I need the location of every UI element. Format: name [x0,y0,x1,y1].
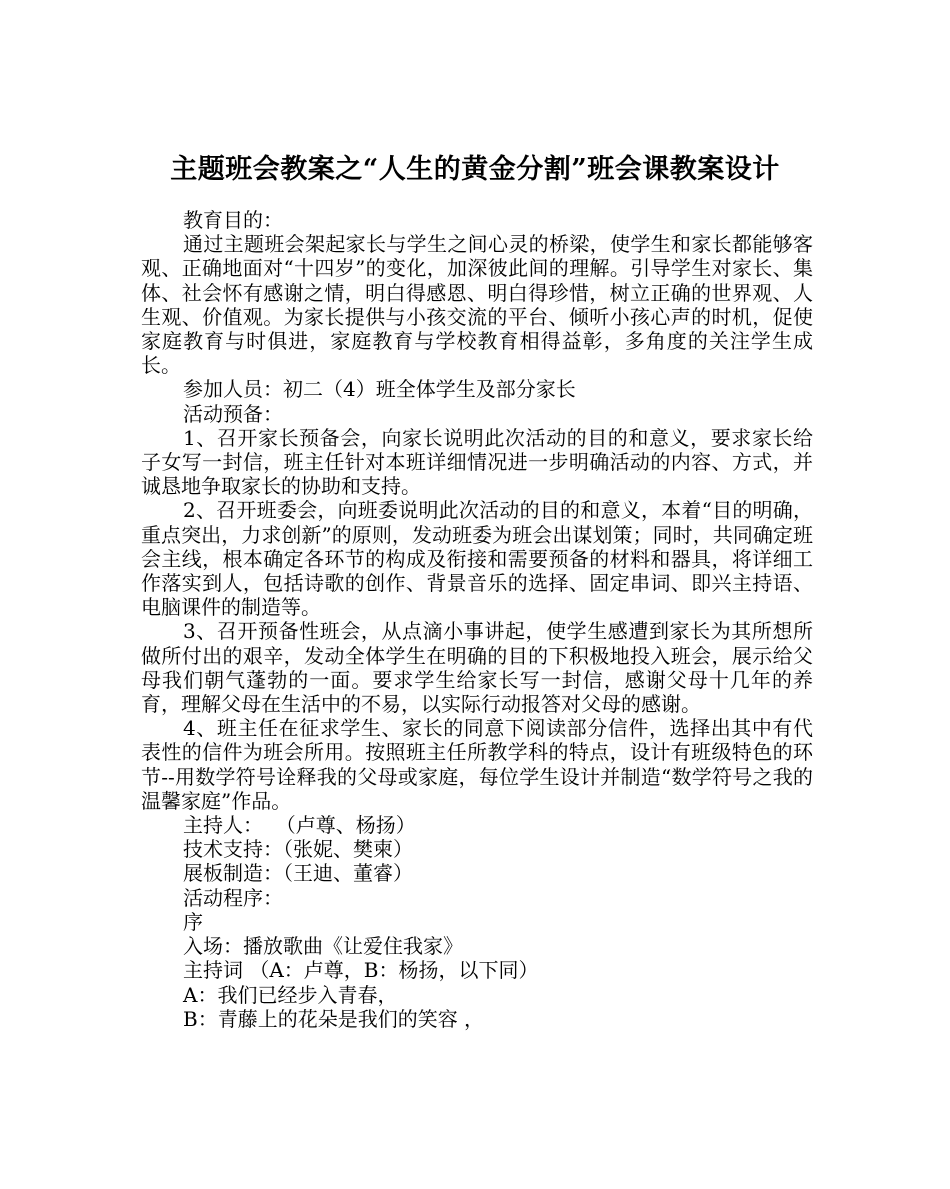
paragraph-education-goal-heading: 教育目的： [183,208,283,232]
paragraph-entrance: 入场：播放歌曲《让爱住我家》 [183,934,463,959]
paragraph-preparation-step-4: 4、班主任在征求学生、家长的同意下阅读部分信件，选择出其中有代表性的信件为班会所用。按照班主任所教学科的特点，设计有班级特色的环节--用数学符号诠释我的父母或家庭，每位学生设计并制造“数学符号之我的温馨家庭”作品。 [141,716,813,813]
paragraph-preparation-step-2: 2、召开班委会，向班委说明此次活动的目的和意义，本着“目的明确，重点突出，力求创新”的原则，发动班委为班会出谋划策；同时，共同确定班会主线，根本确定各环节的构成及衔接和需要预备的材料和器具，将详细工作落实到人，包括诗歌的创作、背景音乐的选择、固定串词、即兴主持语、电脑课件的制造等。 [141,498,813,620]
paragraph-procedure-heading: 活动程序： [183,885,283,910]
paragraph-preparation-heading: 活动预备： [183,401,283,426]
paragraph-participants: 参加人员：初二（4）班全体学生及部分家长 [183,377,576,402]
document-body [141,208,813,1031]
paragraph-prelude: 序 [183,909,203,934]
paragraph-host-script: 主持词 （A：卢尊，B：杨扬，以下同） [183,958,539,983]
paragraph-education-goal: 通过主题班会架起家长与学生之间心灵的桥梁，使学生和家长都能够客观、正确地面对“十四岁”的变化，加深彼此间的理解。引导学生对家长、集体、社会怀有感谢之情，明白得感恩、明白得珍惜，树立正确的世界观、人生观、价值观。为家长提供与小孩交流的平台、倾听小孩心声的时机，促使家庭教育与时俱进，家庭教育与学校教育相得益彰，多角度的关注学生成长。 [141,232,813,378]
paragraph-line-a: A：我们已经步入青春， [183,982,398,1007]
paragraph-display-board: 展板制造：（王迪、董睿） [183,861,413,886]
document-title: 主题班会教案之“人生的黄金分割”班会课教案设计 [170,154,780,186]
paragraph-tech-support: 技术支持：（张妮、樊柬） [183,837,413,862]
paragraph-line-b: B：青藤上的花朵是我们的笑容 ， [183,1006,485,1031]
paragraph-hosts: 主持人： （卢尊、杨扬） [183,813,416,838]
paragraph-preparation-step-3: 3、召开预备性班会，从点滴小事讲起，使学生感遭到家长为其所想所做所付出的艰辛，发动全体学生在明确的目的下积极地投入班会，展示给父母我们朝气蓬勃的一面。要求学生给家长写一封信，感谢父母十几年的养育，理解父母在生活中的不易，以实际行动报答对父母的感谢。 [141,619,813,717]
paragraph-preparation-step-1: 1、召开家长预备会，向家长说明此次活动的目的和意义，要求家长给子女写一封信，班主任针对本班详细情况进一步明确活动的内容、方式，并诚恳地争取家长的协助和支持。 [141,425,813,499]
